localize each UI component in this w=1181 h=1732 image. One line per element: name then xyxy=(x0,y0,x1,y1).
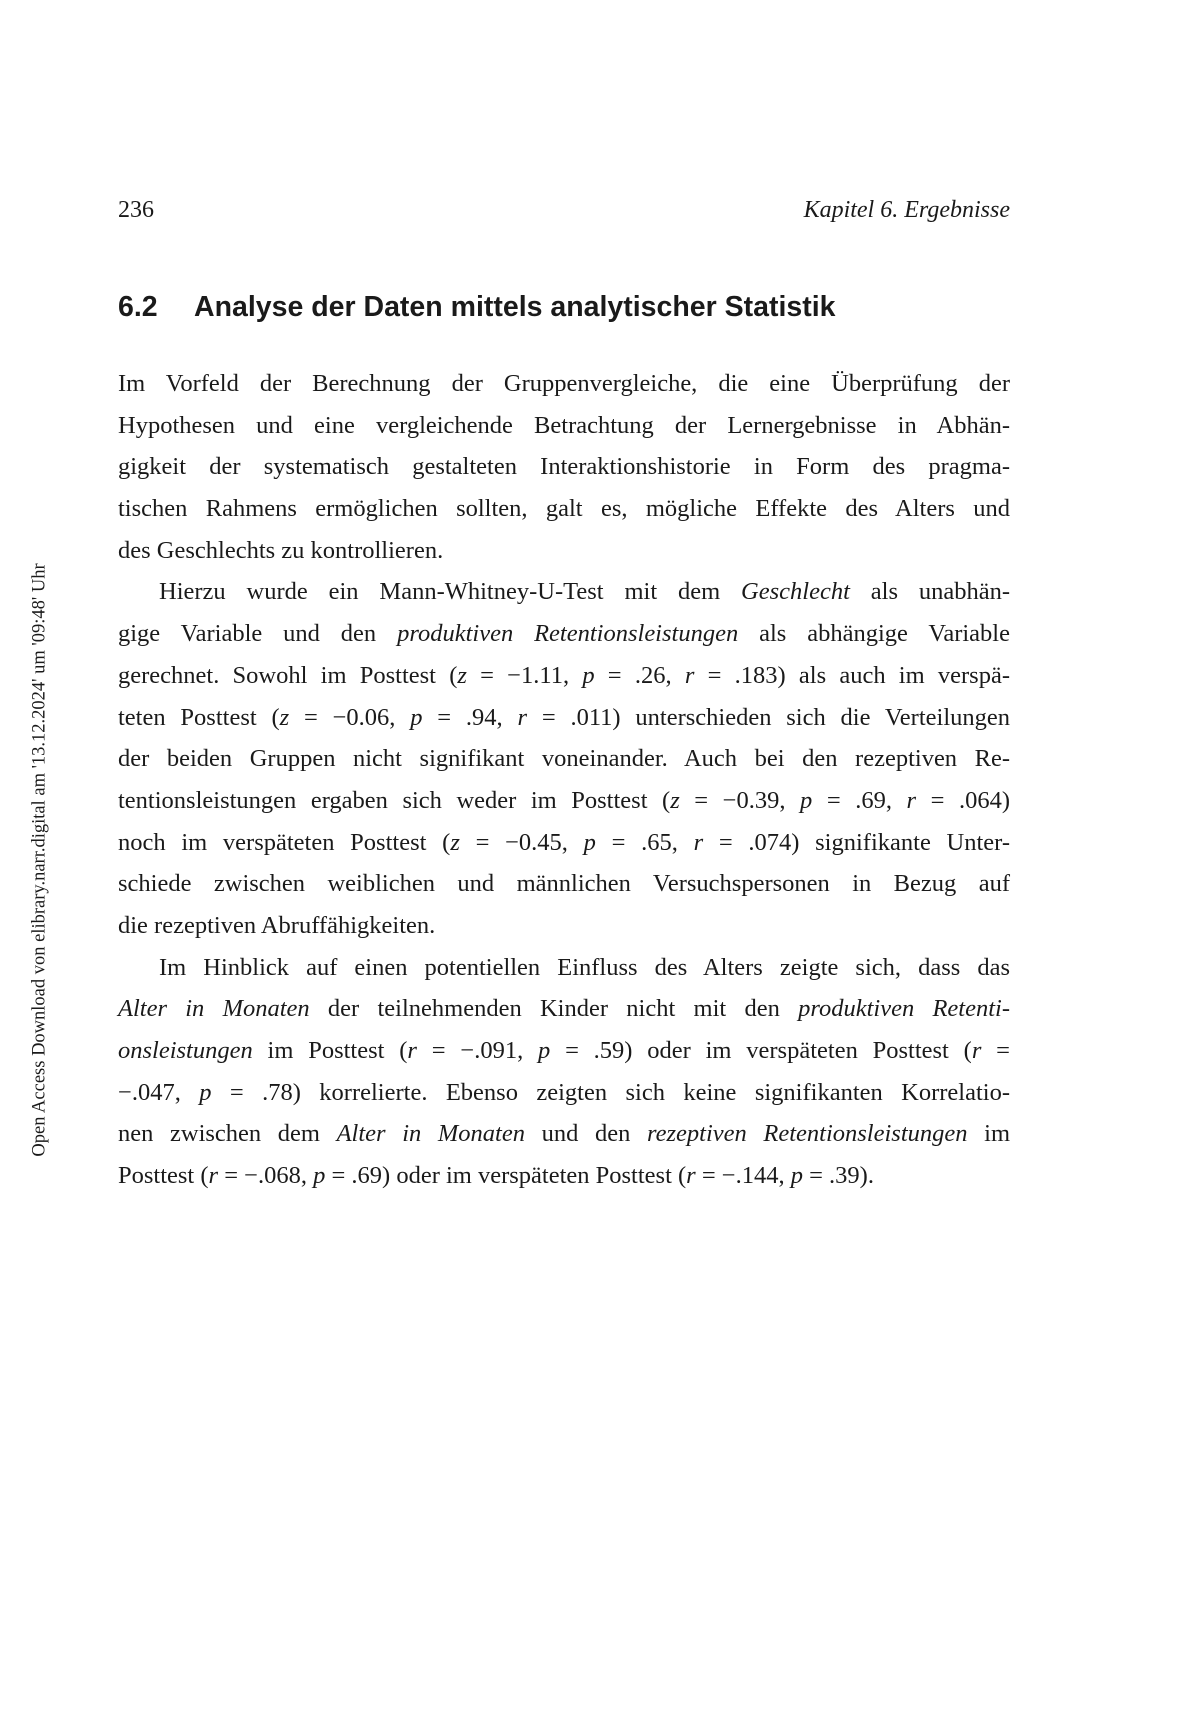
text-run: = −1.11, xyxy=(466,661,583,689)
text-run: teten Posttest ( xyxy=(118,703,280,731)
italic-term: p xyxy=(410,703,423,731)
text-run: = .26, xyxy=(594,661,685,689)
text-line xyxy=(118,613,1010,655)
text-run: = −.068, xyxy=(218,1162,314,1190)
text-line xyxy=(118,863,1010,905)
text-run: = .064) xyxy=(916,786,1010,814)
text-run: als abhängige Variable xyxy=(738,620,1010,648)
italic-term: p xyxy=(538,1037,551,1064)
text-line xyxy=(118,405,1010,447)
text-line xyxy=(118,947,1010,989)
text-line xyxy=(118,988,1010,1030)
italic-term: r xyxy=(693,828,704,856)
text-line xyxy=(118,1155,1010,1197)
text-line xyxy=(118,446,1010,488)
italic-term: p xyxy=(583,828,596,856)
italic-term: Alter in Monaten xyxy=(336,1120,525,1148)
italic-term: r xyxy=(517,703,528,731)
italic-term: Geschlecht xyxy=(741,578,850,606)
text-line xyxy=(118,780,1010,822)
text-run: = .94, xyxy=(422,703,518,731)
section-title: Analyse der Daten mittels analytischer Statistik xyxy=(194,291,836,323)
italic-term: p xyxy=(800,786,813,814)
text-run: der teilnehmenden Kinder nicht mit den xyxy=(309,995,799,1023)
text-run: = .59) oder im verspäteten Posttest ( xyxy=(550,1037,972,1064)
text-run: Posttest ( xyxy=(118,1162,209,1190)
text-run: Im Vorfeld der Berechnung der Gruppenvergleiche, die eine Überprüfung der xyxy=(118,370,1010,397)
italic-term: r xyxy=(208,1162,219,1190)
text-run: = −.144, xyxy=(695,1162,791,1190)
paragraph xyxy=(118,363,1010,571)
italic-term: produktiven Retenti- xyxy=(798,995,1011,1023)
text-line xyxy=(118,822,1010,864)
paragraph xyxy=(118,947,1010,1197)
italic-term: p xyxy=(313,1162,326,1190)
text-line xyxy=(118,488,1010,530)
italic-term: p xyxy=(199,1078,212,1106)
text-run: = .183) als auch im verspä- xyxy=(694,661,1010,689)
italic-term: z xyxy=(670,786,680,814)
italic-term: z xyxy=(457,661,467,689)
text-run: = .65, xyxy=(595,828,694,856)
italic-term: rezeptiven Retentionsleistungen xyxy=(646,1120,968,1148)
text-run: = .69) oder im verspäteten Posttest ( xyxy=(325,1162,687,1190)
italic-term: r xyxy=(906,786,917,814)
text-run: nen zwischen dem xyxy=(118,1120,337,1148)
text-run: gerechnet. Sowohl im Posttest ( xyxy=(118,661,458,689)
page-number: 236 xyxy=(118,197,154,223)
text-run: = .39). xyxy=(802,1162,874,1190)
paragraph xyxy=(118,571,1010,946)
italic-term: r xyxy=(686,1162,696,1190)
text-run: die rezeptiven Abruffähigkeiten. xyxy=(118,911,436,939)
italic-term: p xyxy=(790,1162,803,1190)
text-line xyxy=(118,530,1010,572)
text-run: = xyxy=(981,1037,1010,1064)
italic-term: z xyxy=(279,703,290,731)
italic-term: Alter in Monaten xyxy=(118,995,310,1023)
text-run: = .78) korrelierte. Ebenso zeigten sich keine signifikanten Korrelatio- xyxy=(211,1078,1010,1106)
text-line xyxy=(118,738,1010,780)
section-heading xyxy=(118,290,1010,324)
text-run: tischen Rahmens ermöglichen sollten, galt es, mögliche Effekte des Alters und xyxy=(118,495,1010,523)
italic-term: r xyxy=(971,1037,982,1064)
text-run: und den xyxy=(524,1120,647,1148)
side-watermark: Open Access Download von elibrary.narr.digital am '13.12.2024' um '09:48' Uhr xyxy=(29,563,50,1157)
text-run: Im Hinblick auf einen potentiellen Einfluss des Alters zeigte sich, dass das xyxy=(159,953,1010,981)
text-run: = −0.39, xyxy=(679,786,801,814)
text-run: Hypothesen und eine vergleichende Betrachtung der Lernergebnisse in Abhän- xyxy=(118,411,1010,439)
text-run: tentionsleistungen ergaben sich weder im Posttest ( xyxy=(118,786,671,814)
text-run: −.047, xyxy=(118,1078,200,1106)
text-line xyxy=(118,1072,1010,1114)
text-run: = .011) unterschieden sich die Verteilungen xyxy=(527,703,1010,731)
text-run: = −0.45, xyxy=(459,828,584,856)
text-run: im xyxy=(967,1120,1011,1148)
section-number: 6.2 xyxy=(118,291,158,323)
italic-term: p xyxy=(582,661,595,689)
text-run: schiede zwischen weiblichen und männlichen Versuchspersonen in Bezug auf xyxy=(118,870,1010,898)
chapter-title: Kapitel 6. Ergebnisse xyxy=(803,197,1010,223)
text-run: gigkeit der systematisch gestalteten Interaktionshistorie in Form des pragma- xyxy=(118,453,1010,481)
text-run: der beiden Gruppen nicht signifikant voneinander. Auch bei den rezeptiven Re- xyxy=(118,745,1010,773)
italic-term: produktiven Retentionsleistungen xyxy=(397,620,739,648)
text-run: gige Variable und den xyxy=(118,620,398,648)
italic-term: onsleistungen xyxy=(118,1037,253,1064)
text-run: = .074) signifikante Unter- xyxy=(703,828,1010,856)
text-line xyxy=(118,655,1010,697)
text-line xyxy=(118,571,1010,613)
text-line xyxy=(118,363,1010,405)
text-line xyxy=(118,1030,1010,1072)
text-run: = .69, xyxy=(812,786,907,814)
text-run: = −0.06, xyxy=(289,703,411,731)
italic-term: z xyxy=(450,828,460,856)
text-run: = −.091, xyxy=(416,1037,539,1064)
text-run: noch im verspäteten Posttest ( xyxy=(118,828,451,856)
text-run: des Geschlechts zu kontrollieren. xyxy=(118,536,444,564)
text-line xyxy=(118,697,1010,739)
text-run: Hierzu wurde ein Mann-Whitney-U-Test mit dem xyxy=(159,578,742,606)
text-line xyxy=(118,1113,1010,1155)
text-line xyxy=(118,905,1010,947)
text-run: als unabhän- xyxy=(849,578,1011,606)
italic-term: r xyxy=(684,661,695,689)
body-text xyxy=(118,363,1010,1197)
italic-term: r xyxy=(407,1037,417,1064)
text-run: im Posttest ( xyxy=(252,1037,408,1064)
